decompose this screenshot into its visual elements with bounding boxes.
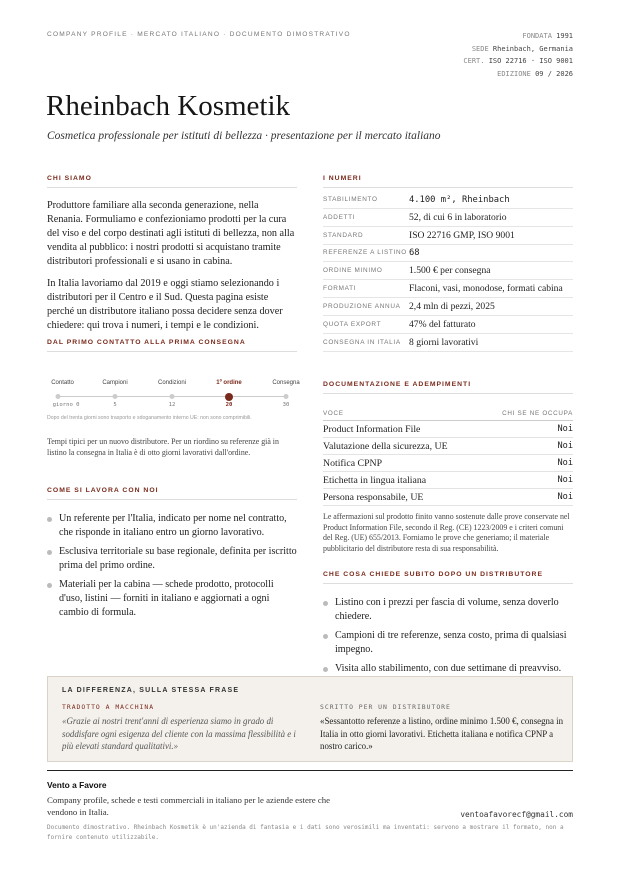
list-item: Materiali per la cabina — schede prodotto, protocolli d'uso, listini — forniti in italiano e aggiornati a ogni cambio di formula. (47, 578, 297, 620)
timeline-day-label: 12 (168, 402, 176, 408)
section-heading: DAL PRIMO CONTATTO ALLA PRIMA CONSEGNA (47, 339, 297, 352)
about-paragraph-2: In Italia lavoriamo dal 2019 e oggi stiamo selezionando i distributori per il Centro e il Sud. Questa pagina esiste perché un distributore italiano possa decidere senza dover chiedere: qui trova i numeri, i tempi e le condizioni. (47, 278, 283, 331)
timeline-step-marker (170, 394, 175, 399)
list-item: Visita allo stabilimento, con due settimane di preavviso. (323, 662, 573, 676)
bullet-icon (47, 583, 52, 588)
table-row: QUOTA EXPORT 47% del fatturato (323, 316, 573, 334)
meta-founded: FONDATA 1991 (522, 32, 573, 40)
comparison-distributor-column (320, 703, 566, 753)
comparison-label: TRADOTTO A MACCHINA (62, 703, 155, 711)
timeline-step-marker (113, 394, 118, 399)
timeline-step-label: Campioni (102, 380, 128, 386)
timeline-step-label: Contatto (51, 380, 74, 386)
timeline-day-label: giorno 0 (52, 402, 80, 408)
section-heading: CHI SIAMO (47, 175, 297, 188)
list-item: Esclusiva territoriale su base regionale, definita per iscritto prima del primo ordine. (47, 545, 297, 573)
table-row: PRODUZIONE ANNUA 2,4 mln di pezzi, 2025 (323, 298, 573, 316)
timeline-caption: Tempi tipici per un nuovo distributore. Per un riordino su referenze già in listino la consegna in Italia è di otto giorni lavorativi dall'ordine. (47, 437, 279, 457)
timeline-step-marker (56, 394, 61, 399)
footer-brand: Vento a Favore (47, 780, 107, 790)
table-row: CONSEGNA IN ITALIA 8 giorni lavorativi (323, 334, 573, 352)
numbers-section (323, 175, 573, 352)
meta-certifications: CERT. ISO 22716 · ISO 9001 (463, 57, 573, 66)
table-header-row: VOCE CHI SE NE OCCUPA (323, 404, 573, 421)
bullet-icon (323, 601, 328, 606)
comparison-heading: LA DIFFERENZA, SULLA STESSA FRASE (62, 687, 240, 694)
comparison-machine-column (62, 703, 302, 753)
table-row: REFERENZE A LISTINO 68 (323, 245, 573, 262)
timeline-day-label: 20 (225, 402, 233, 408)
section-heading: I NUMERI (323, 175, 573, 188)
comparison-machine-text: «Grazie ai nostri trent'anni di esperienza siamo in grado di soddisfare ogni esigenza del cliente con la massima flessibilità e i più elevati standard qualitativi.» (62, 716, 296, 751)
meta-edition: EDIZIONE 09 / 2026 (497, 70, 573, 79)
table-row: STANDARD ISO 22716 GMP, ISO 9001 (323, 227, 573, 245)
table-row: FORMATI Flaconi, vasi, monodose, formati cabina (323, 280, 573, 298)
requests-list (323, 596, 573, 676)
list-item: Campioni di tre referenze, senza costo, prima di qualsiasi impegno. (323, 629, 573, 657)
company-meta (463, 30, 573, 81)
section-heading: CHE COSA CHIEDE SUBITO DOPO UN DISTRIBUTORE (323, 571, 573, 584)
table-row: ADDETTI 52, di cui 6 in laboratorio (323, 209, 573, 227)
timeline-step-label: 1º ordine (216, 380, 242, 386)
list-item: Listino con i prezzi per fascia di volume, senza doverlo chiedere. (323, 596, 573, 624)
table-row: Etichetta in lingua italiana Noi (323, 472, 573, 489)
comparison-distributor-text: «Sessantotto referenze a listino, ordine minimo 1.500 €, consegna in Italia in otto giorni lavorativi. Etichetta italiana e notifica CPNP a nostro carico.» (320, 716, 564, 751)
timeline-step-label: Condizioni (157, 380, 187, 386)
timeline-step-labels (47, 380, 300, 392)
bullet-icon (323, 667, 328, 672)
footer-disclaimer: Documento dimostrativo. Rheinbach Kosmetik è un'azienda di fantasia e i dati sono verosimili ma inventati: servono a mostrare il formato, non a fornire contenuto utilizzabile. (47, 824, 564, 841)
timeline-day-labels (47, 402, 297, 412)
bullet-icon (323, 634, 328, 639)
how-we-work-section (47, 487, 297, 625)
section-heading: DOCUMENTAZIONE E ADEMPIMENTI (323, 381, 573, 394)
footer-description: Company profile, schede e testi commerciali in italiano per le aziende estere che vendono in Italia. (47, 795, 331, 818)
page-title: Rheinbach Kosmetik (46, 90, 291, 122)
timeline-step-marker (284, 394, 289, 399)
page-subtitle: Cosmetica professionale per istituti di bellezza · presentazione per il mercato italiano (47, 130, 441, 142)
comparison-label: SCRITTO PER UN DISTRIBUTORE (320, 703, 451, 711)
timeline-day-label: 30 (282, 402, 290, 408)
table-row: Valutazione della sicurezza, UE Noi (323, 438, 573, 455)
about-paragraph-1: Produttore familiare alla seconda generazione, nella Renania. Formuliamo e confezioniamo prodotti per la cura del viso e del corpo destinati agli istituti di bellezza, non alla vendita al pubblico: i nostri prodotti si acquistano tramite distributori professionali e si usano in cabina. (47, 200, 295, 267)
timeline (47, 380, 300, 421)
documentation-section (323, 381, 573, 554)
timeline-step-label: Consegna (272, 380, 300, 386)
table-row: Notifica CPNP Noi (323, 455, 573, 472)
table-row: Persona responsabile, UE Noi (323, 489, 573, 506)
about-section (47, 175, 297, 333)
table-row: ORDINE MINIMO 1.500 € per consegna (323, 262, 573, 280)
timeline-section (47, 339, 300, 458)
documentation-note: Le affermazioni sul prodotto finito vanno sostenute dalle prove conservate nel Product Information File, secondo il Reg. (CE) 1223/2009 e i criteri comuni del Reg. (UE) 655/2013. Forniamo le prove che generiamo; il materiale pubblicitario del distributore resta di sua responsabilità. (323, 512, 570, 553)
how-we-work-list (47, 512, 297, 620)
requests-section (323, 571, 573, 681)
timeline-current-step-marker (225, 393, 233, 401)
timeline-track (47, 392, 297, 402)
table-row: STABILIMENTO 4.100 m², Rheinbach (323, 192, 573, 209)
list-item: Un referente per l'Italia, indicato per nome nel contratto, che risponde in italiano entro un giorno lavorativo. (47, 512, 297, 540)
table-row: Product Information File Noi (323, 421, 573, 438)
section-heading: COME SI LAVORA CON NOI (47, 487, 297, 500)
bullet-icon (47, 550, 52, 555)
timeline-day-label: 5 (113, 402, 117, 408)
comparison-panel (47, 676, 573, 762)
bullet-icon (47, 517, 52, 522)
footer-email-link[interactable]: ventoafavorecf@gmail.com (460, 810, 573, 819)
timeline-note: Dopo del trenta giorni sono trasporto e sdoganamento interno UE: non sono comprimibili. (47, 415, 252, 421)
documentation-table (323, 404, 573, 506)
footer-divider (47, 770, 573, 771)
meta-seat: SEDE Rheinbach, Germania (471, 44, 573, 53)
document-topline: COMPANY PROFILE · MERCATO ITALIANO · DOCUMENTO DIMOSTRATIVO (47, 31, 351, 38)
numbers-table (323, 192, 573, 352)
